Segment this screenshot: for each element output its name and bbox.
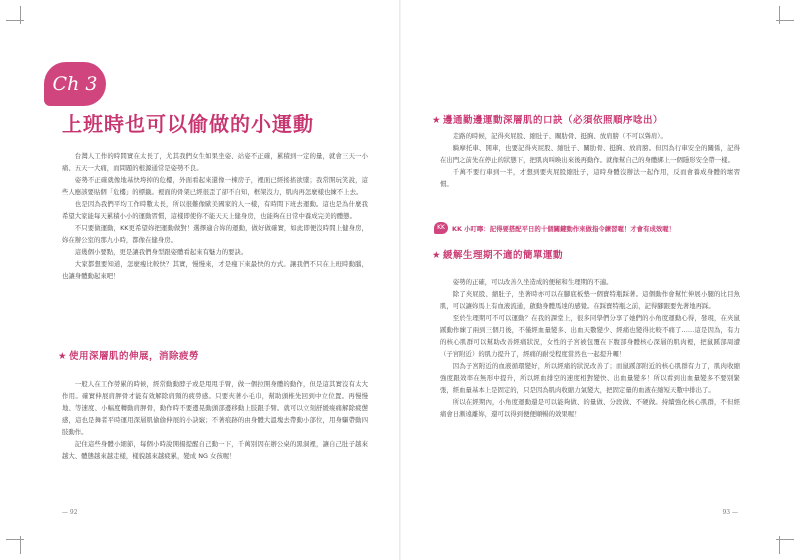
star-icon: ★ xyxy=(432,250,442,261)
paragraph: 大家都想要知道，怎麼瘦比較快？其實，慢慢來，才是瘦下來最快的方式。讓我們不只在上班時動腦，也讓身體動起來吧！ xyxy=(62,260,368,280)
paragraph: 騎摩托車、開車，也要記得夾屁股、縮肚子、關肋骨、挺胸、放肩膀。但因為行車安全的關係，記得在出門之前先在停止的狀態下，把肌肉叫喚出來後再動作。就像幫自己的身體綁上一個隱形安全帶一樣。 xyxy=(440,144,740,164)
section-heading-commute xyxy=(432,112,663,126)
paragraph: 所以在經期內，小角度運動還是可以能夠做、的量做、分段做、不硬做。持續強化核心肌群，不但經痛會日漸遠離妳，還可以得到便便順暢的效果喔！ xyxy=(440,398,740,418)
page-number: — 92 xyxy=(62,509,78,516)
kk-tip-text: KK 小叮嚀：記得要搭配平日的十個關鍵動作來做指令練習喔！才會有成效喔！ xyxy=(452,224,676,233)
paragraph: 因為子宮附近的血液循環變好，所以經痛的狀況改善了；而鼠蹊部附近的核心肌群有力了，肌肉收縮強度跟效率在無形中提升，所以經血排空的速度相對變快、出血量變多！所以看到出血量變多不要別緊張，經血量基本上是固定的，只是因為肌肉收縮力氣變大，把固定量的血液在縮短天數中排出了。 xyxy=(440,362,740,394)
speech-bubble-icon: KK xyxy=(434,222,448,234)
paragraph: 台灣人工作的時間實在太長了，尤其我們女生如果坐姿、站姿不正確，累積到一定的量，就會三天一小痛、五天一大痛，而問題的根源通常是姿勢不良。 xyxy=(62,152,368,172)
chapter-badge: Ch 3 xyxy=(44,62,106,106)
page-number: 93 — xyxy=(722,509,738,516)
paragraph: 不只要做運動，KK更希望妳把運動做對！選擇適合妳的運動，做好做確實，如此即便沒時間上健身房，妳在辦公室的那九小時，都像在健身房。 xyxy=(62,224,368,244)
stretch-text xyxy=(62,378,368,462)
section-heading-text: 使用深層肌的伸展，消除疲勞 xyxy=(69,351,200,362)
commute-text xyxy=(440,130,740,190)
intro-text xyxy=(62,150,368,282)
section-heading-text: 緩解生理期不適的簡單運動 xyxy=(443,250,564,261)
paragraph: 姿勢不正確就像地基快垮掉的危樓，外面看起來還像一棟房子，裡面已經搖搖欲墜；我常開玩笑說，這些人應該要貼個「危樓」的標籤。裡面的骨架已經很歪了卻不自知，框架沒力，肌肉再怎麼樣也練不上去。 xyxy=(62,176,368,196)
section-heading-text: 邊通勤邊運動深層肌的口訣（必須依照順序唸出） xyxy=(443,115,664,126)
star-icon: ★ xyxy=(58,351,68,362)
section-heading-period xyxy=(432,247,563,261)
kk-tip xyxy=(434,222,754,234)
right-page xyxy=(400,0,800,560)
paragraph: 姿勢的正確，可以改善久坐造成的便秘和生理期的不適。 xyxy=(452,278,613,286)
paragraph: 除了夾屁股、縮肚子，坐著時亦可以在腳底板墊一個寶特瓶踩著。這個動作會幫忙伸展小腿的比目魚肌，可以讓妳馬上有血液流通，啟動身體馬達的感覺。在踩寶特瓶之前，記得腳跟要先著地再踩。 xyxy=(440,290,740,310)
paragraph: 記住這些身體小細節，每個小時說開揚提醒自己動一下，千萬別因在辦公桌的黑洞裡，讓自己肚子越來越大、體態越來越走樣，樣貌越來越疲累，變成 NG 女孩喔！ xyxy=(62,440,368,460)
paragraph: 走路的時候，記得夾屁股、縮肚子、關肋骨、挺胸、放肩膀（不可以聳肩）。 xyxy=(452,132,667,140)
period-text xyxy=(440,276,740,420)
paragraph: 至於生理期可不可以運動？在我的課堂上，很多同學們分享了她們的小角度運動心得，發現，在夾鼠蹊動作練了兩到三個月後，不僅經血量變多、出血天數變少、經痛也變得比較不痛了……這是因為，有力的核心肌群可以幫助改善經痛狀況，女性的子宮被包覆在下腹部身體核心深層的肌肉裡，把鼠蹊部周遭（子宮附近）的肌力提升了，經痛的耐受程度當然也一起提升囉！ xyxy=(440,314,740,358)
paragraph: 這幾個小要點，更是讓我們身型跟姿體看起來有魅力的要訣。 xyxy=(74,248,248,256)
paragraph: 也是因為我們平均工作時數太長，所以很難像歐美國家的人一樣，有時間下班去運動。這也是為什麼我希望大家能每天累積小小的運動習慣，這樣即使你不能天天上健身房，也能夠在日常中養成完美的體態。 xyxy=(62,200,368,220)
page-title: 上班時也可以偷做的小運動 xyxy=(62,112,314,136)
paragraph: 千萬不要行車到一半，才想到要夾屁股縮肚子，這時身體沒辦法一起作用，反而會養成身體的壞習慣。 xyxy=(440,168,740,188)
section-heading-stretch xyxy=(58,348,199,362)
paragraph: 一般人在工作勞累的時候，經常動動脖子或是甩甩手臂，做一個拉開身體的動作，但是這其實沒有太大作用。確實伸展肩胛骨才能有效解除肩頸的疲勞感。只要夾著小毛巾，幫助頭椎先回到中立位置。再慢慢地、等速度、小幅度轉動肩胛骨，動作時不要邊晃動頭部邊移動上肢跟手臂。就可以立刻舒緩痠痛解除疲憊感，這也是舞者平時運用深層肌偷偷伸展的小訣竅；不著痕跡的由身體大溫塊去帶動小部位，用身驅帶動四肢動作。 xyxy=(62,380,368,436)
star-icon: ★ xyxy=(432,115,442,126)
